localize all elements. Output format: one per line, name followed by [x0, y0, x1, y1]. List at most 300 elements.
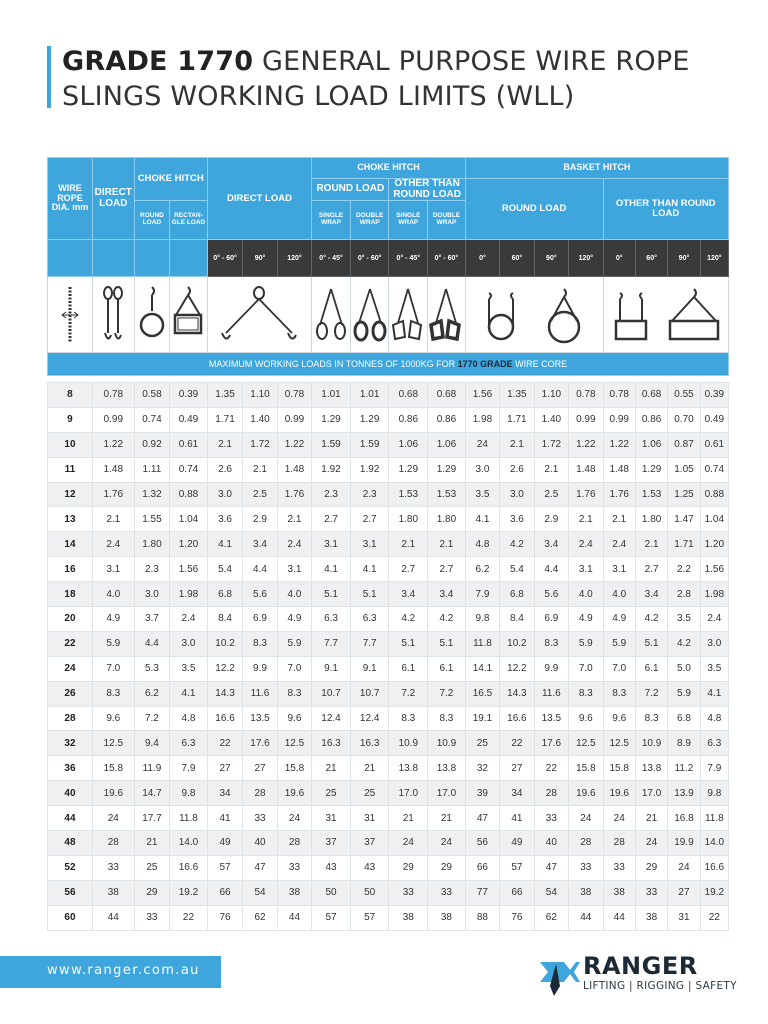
wll-cell: 3.0 — [134, 582, 170, 607]
wll-cell: 2.1 — [500, 432, 534, 457]
wll-cell: 27 — [668, 880, 700, 905]
wll-cell: 0.68 — [635, 383, 667, 408]
table-row — [48, 656, 729, 681]
rope-diameter-cell: 14 — [48, 532, 93, 557]
single-wrap-other-icon — [389, 277, 428, 353]
wll-cell: 2.6 — [500, 457, 534, 482]
angle-header-2: 120° — [277, 240, 311, 277]
wll-cell: 14.0 — [700, 831, 728, 856]
wll-cell: 11.8 — [700, 806, 728, 831]
wll-cell: 21 — [428, 806, 466, 831]
wll-cell: 5.9 — [569, 631, 603, 656]
wll-cell: 7.0 — [603, 656, 635, 681]
wll-cell: 2.1 — [603, 507, 635, 532]
wll-cell: 33 — [277, 855, 311, 880]
wll-cell: 3.4 — [389, 582, 428, 607]
header-choke-round-sub: ROUND LOAD — [134, 201, 170, 240]
wll-cell: 14.7 — [134, 781, 170, 806]
wll-cell: 1.71 — [668, 532, 700, 557]
wll-cell: 3.5 — [465, 482, 499, 507]
wll-cell: 2.8 — [668, 582, 700, 607]
wll-cell: 43 — [312, 855, 351, 880]
wll-cell: 10.9 — [389, 731, 428, 756]
wll-cell: 3.1 — [569, 557, 603, 582]
wll-cell: 34 — [500, 781, 534, 806]
wll-cell: 0.39 — [170, 383, 208, 408]
wll-cell: 1.40 — [534, 407, 568, 432]
wll-cell: 8.3 — [243, 631, 277, 656]
wll-cell: 76 — [500, 905, 534, 930]
wll-cell: 38 — [603, 880, 635, 905]
table-row — [48, 532, 729, 557]
wll-cell: 3.1 — [312, 532, 351, 557]
wll-cell: 4.1 — [465, 507, 499, 532]
wll-cell: 4.9 — [569, 607, 603, 632]
wll-cell: 0.78 — [92, 383, 134, 408]
angle-header-8: 60° — [500, 240, 534, 277]
header-direct-load-group: DIRECT LOAD — [207, 158, 311, 240]
wll-cell: 17.0 — [428, 781, 466, 806]
single-wrap-round-icon-1 — [312, 277, 351, 353]
wire-rope-icon — [48, 277, 93, 353]
wll-cell: 4.2 — [389, 607, 428, 632]
wll-cell: 31 — [350, 806, 389, 831]
wll-cell: 16.3 — [350, 731, 389, 756]
wll-cell: 5.1 — [389, 631, 428, 656]
wll-cell: 1.22 — [277, 432, 311, 457]
wll-cell: 0.61 — [700, 432, 728, 457]
wll-cell: 7.2 — [428, 681, 466, 706]
wll-cell: 2.3 — [350, 482, 389, 507]
wll-cell: 2.7 — [389, 557, 428, 582]
wll-cell: 28 — [569, 831, 603, 856]
wll-cell: 39 — [465, 781, 499, 806]
wll-cell: 33 — [534, 806, 568, 831]
wll-cell: 4.8 — [700, 706, 728, 731]
wll-cell: 1.80 — [389, 507, 428, 532]
wll-cell: 2.1 — [635, 532, 667, 557]
wll-cell: 24 — [92, 806, 134, 831]
wll-cell: 1.29 — [389, 457, 428, 482]
wll-cell: 9.6 — [603, 706, 635, 731]
wll-cell: 54 — [243, 880, 277, 905]
wll-cell: 8.3 — [277, 681, 311, 706]
wll-cell: 1.76 — [92, 482, 134, 507]
wll-cell: 5.0 — [668, 656, 700, 681]
wll-cell: 1.01 — [312, 383, 351, 408]
table-row — [48, 407, 729, 432]
wll-cell: 10.7 — [350, 681, 389, 706]
wll-cell: 0.49 — [170, 407, 208, 432]
wll-cell: 10.9 — [635, 731, 667, 756]
basket-round-load-icons — [465, 277, 603, 353]
wll-cell: 1.80 — [134, 532, 170, 557]
wll-cell: 2.5 — [243, 482, 277, 507]
wll-cell: 49 — [500, 831, 534, 856]
wll-cell: 62 — [243, 905, 277, 930]
wll-cell: 14.3 — [500, 681, 534, 706]
rope-diameter-cell: 52 — [48, 855, 93, 880]
angle-header-3: 0° - 45° — [312, 240, 351, 277]
header-basket-hitch-group: BASKET HITCH — [465, 158, 728, 179]
angle-header-12: 60° — [635, 240, 667, 277]
angle-header-0: 0° - 60° — [207, 240, 243, 277]
table-row — [48, 482, 729, 507]
wll-cell: 21 — [389, 806, 428, 831]
wll-cell: 12.5 — [569, 731, 603, 756]
rope-diameter-cell: 26 — [48, 681, 93, 706]
title-grade: GRADE 1770 — [62, 46, 254, 77]
units-banner: MAXIMUM WORKING LOADS IN TONNES OF 1000KG FOR 1770 GRADE WIRE CORE — [48, 353, 729, 376]
wll-cell: 50 — [350, 880, 389, 905]
double-wrap-other-icon — [428, 277, 466, 353]
wll-cell: 1.53 — [389, 482, 428, 507]
wll-cell: 22 — [500, 731, 534, 756]
wll-cell: 8.3 — [92, 681, 134, 706]
wll-cell: 8.3 — [534, 631, 568, 656]
wll-cell: 13.8 — [635, 756, 667, 781]
wll-cell: 2.4 — [700, 607, 728, 632]
wll-cell: 1.29 — [428, 457, 466, 482]
wll-cell: 19.6 — [277, 781, 311, 806]
wll-cell: 2.7 — [428, 557, 466, 582]
wll-cell: 3.1 — [92, 557, 134, 582]
wll-cell: 0.88 — [170, 482, 208, 507]
wll-cell: 38 — [569, 880, 603, 905]
wll-cell: 5.1 — [350, 582, 389, 607]
wll-cell: 1.04 — [170, 507, 208, 532]
wll-cell: 0.86 — [428, 407, 466, 432]
wll-cell: 25 — [350, 781, 389, 806]
wll-cell: 38 — [277, 880, 311, 905]
wll-cell: 1.72 — [534, 432, 568, 457]
header-double-wrap-2: DOUBLE WRAP — [428, 201, 466, 240]
header-choke-hitch: CHOKE HITCH — [134, 158, 207, 201]
table-row — [48, 432, 729, 457]
wll-cell: 2.4 — [569, 532, 603, 557]
wll-cell: 12.4 — [312, 706, 351, 731]
wll-cell: 1.98 — [170, 582, 208, 607]
wll-cell: 14.3 — [207, 681, 243, 706]
wll-cell: 17.6 — [243, 731, 277, 756]
table-row — [48, 855, 729, 880]
table-row — [48, 781, 729, 806]
wll-cell: 7.0 — [92, 656, 134, 681]
wll-cell: 1.20 — [170, 532, 208, 557]
wll-cell: 13.5 — [243, 706, 277, 731]
wll-cell: 3.0 — [700, 631, 728, 656]
wll-cell: 0.88 — [700, 482, 728, 507]
wll-cell: 14.0 — [170, 831, 208, 856]
wll-cell: 15.8 — [603, 756, 635, 781]
wll-cell: 1.48 — [277, 457, 311, 482]
wll-cell: 8.3 — [635, 706, 667, 731]
wll-cell: 7.0 — [569, 656, 603, 681]
wll-cell: 19.2 — [170, 880, 208, 905]
wll-cell: 9.1 — [350, 656, 389, 681]
title-accent-bar — [47, 46, 51, 108]
angle-header-9: 90° — [534, 240, 568, 277]
wll-cell: 7.9 — [700, 756, 728, 781]
wll-cell: 62 — [534, 905, 568, 930]
wll-cell: 25 — [465, 731, 499, 756]
wll-cell: 0.68 — [389, 383, 428, 408]
wll-cell: 5.1 — [312, 582, 351, 607]
rope-diameter-cell: 32 — [48, 731, 93, 756]
wll-cell: 16.6 — [500, 706, 534, 731]
wll-cell: 6.9 — [534, 607, 568, 632]
wll-cell: 11.2 — [668, 756, 700, 781]
wll-cell: 33 — [389, 880, 428, 905]
wll-cell: 6.1 — [389, 656, 428, 681]
wll-cell: 54 — [534, 880, 568, 905]
wll-cell: 2.7 — [350, 507, 389, 532]
wll-cell: 11.8 — [465, 631, 499, 656]
title-line2: SLINGS WORKING LOAD LIMITS (WLL) — [62, 81, 575, 112]
wll-cell: 17.7 — [134, 806, 170, 831]
wll-cell: 1.56 — [465, 383, 499, 408]
wll-cell: 4.9 — [277, 607, 311, 632]
rope-diameter-cell: 12 — [48, 482, 93, 507]
wll-cell: 0.49 — [700, 407, 728, 432]
wll-cell: 17.6 — [534, 731, 568, 756]
rope-diameter-cell: 28 — [48, 706, 93, 731]
wll-cell: 1.32 — [134, 482, 170, 507]
wll-cell: 13.8 — [428, 756, 466, 781]
wll-cell: 47 — [243, 855, 277, 880]
brand-name: RANGER — [583, 952, 698, 980]
wll-cell: 19.1 — [465, 706, 499, 731]
wll-cell: 31 — [668, 905, 700, 930]
wll-cell: 9.9 — [534, 656, 568, 681]
wll-cell: 1.72 — [243, 432, 277, 457]
wll-cell: 1.06 — [635, 432, 667, 457]
wll-cell: 4.8 — [465, 532, 499, 557]
header-other-than-round-load: OTHER THAN ROUND LOAD — [389, 179, 465, 201]
rope-diameter-cell: 48 — [48, 831, 93, 856]
wll-cell: 1.92 — [312, 457, 351, 482]
header-basket-round-load: ROUND LOAD — [465, 179, 603, 240]
wll-cell: 2.1 — [277, 507, 311, 532]
wll-cell: 27 — [207, 756, 243, 781]
wll-cell: 1.11 — [134, 457, 170, 482]
wll-cell: 16.6 — [700, 855, 728, 880]
wll-cell: 3.0 — [170, 631, 208, 656]
header-direct-load: DIRECT LOAD — [92, 158, 134, 240]
wll-cell: 9.4 — [134, 731, 170, 756]
title-line1: GENERAL PURPOSE WIRE ROPE — [253, 46, 690, 77]
table-row — [48, 507, 729, 532]
wll-cell: 3.0 — [500, 482, 534, 507]
rope-diameter-cell: 56 — [48, 880, 93, 905]
wll-cell: 6.9 — [243, 607, 277, 632]
wll-cell: 4.1 — [170, 681, 208, 706]
header-double-wrap-1: DOUBLE WRAP — [350, 201, 389, 240]
wll-cell: 3.4 — [534, 532, 568, 557]
wll-cell: 9.1 — [312, 656, 351, 681]
wll-cell: 0.99 — [277, 407, 311, 432]
wll-cell: 1.76 — [569, 482, 603, 507]
wll-cell: 33 — [243, 806, 277, 831]
wll-cell: 19.2 — [700, 880, 728, 905]
wll-cell: 41 — [500, 806, 534, 831]
wll-cell: 0.70 — [668, 407, 700, 432]
wll-cell: 7.2 — [389, 681, 428, 706]
header-choke-rect-sub: RECTAN-GLE LOAD — [170, 201, 208, 240]
table-row — [48, 706, 729, 731]
wll-cell: 1.80 — [428, 507, 466, 532]
table-row — [48, 731, 729, 756]
wll-cell: 76 — [207, 905, 243, 930]
wll-cell: 4.1 — [312, 557, 351, 582]
angle-header-13: 90° — [668, 240, 700, 277]
wll-cell: 0.99 — [92, 407, 134, 432]
wll-cell: 43 — [350, 855, 389, 880]
wll-cell: 2.7 — [635, 557, 667, 582]
wll-cell: 0.87 — [668, 432, 700, 457]
wll-cell: 9.9 — [243, 656, 277, 681]
wll-cell: 11.8 — [170, 806, 208, 831]
rope-diameter-cell: 24 — [48, 656, 93, 681]
wll-cell: 29 — [635, 855, 667, 880]
rope-diameter-cell: 18 — [48, 582, 93, 607]
wll-cell: 22 — [170, 905, 208, 930]
wll-cell: 6.3 — [312, 607, 351, 632]
wll-cell: 44 — [92, 905, 134, 930]
wll-cell: 0.55 — [668, 383, 700, 408]
table-row — [48, 756, 729, 781]
wll-cell: 6.3 — [350, 607, 389, 632]
table-row — [48, 880, 729, 905]
wll-cell: 3.5 — [170, 656, 208, 681]
wll-cell: 8.3 — [603, 681, 635, 706]
wll-cell: 3.7 — [134, 607, 170, 632]
angle-row — [48, 240, 729, 277]
wll-cell: 24 — [603, 806, 635, 831]
wll-cell: 1.98 — [465, 407, 499, 432]
wll-cell: 1.05 — [668, 457, 700, 482]
wll-cell: 21 — [134, 831, 170, 856]
wll-cell: 5.9 — [668, 681, 700, 706]
table-row — [48, 905, 729, 930]
wll-cell: 4.2 — [428, 607, 466, 632]
wll-cell: 0.78 — [277, 383, 311, 408]
wll-cell: 5.6 — [243, 582, 277, 607]
wll-cell: 8.3 — [389, 706, 428, 731]
rope-diameter-cell: 11 — [48, 457, 93, 482]
wll-cell: 1.48 — [92, 457, 134, 482]
page-title — [62, 44, 752, 114]
double-wrap-round-icon-1 — [350, 277, 389, 353]
wll-cell: 57 — [350, 905, 389, 930]
wll-cell: 10.9 — [428, 731, 466, 756]
direct-load-sling-icon — [92, 277, 134, 353]
wll-table-body — [48, 383, 729, 931]
wll-cell: 6.8 — [207, 582, 243, 607]
wll-cell: 4.8 — [170, 706, 208, 731]
wll-cell: 3.1 — [277, 557, 311, 582]
wll-cell: 1.06 — [389, 432, 428, 457]
header-single-wrap-1: SINGLE WRAP — [312, 201, 351, 240]
wll-cell: 9.8 — [700, 781, 728, 806]
wll-cell: 2.9 — [243, 507, 277, 532]
wll-cell: 1.10 — [534, 383, 568, 408]
wll-cell: 7.2 — [635, 681, 667, 706]
wll-cell: 2.5 — [534, 482, 568, 507]
wll-cell: 13.8 — [389, 756, 428, 781]
rope-diameter-cell: 9 — [48, 407, 93, 432]
wll-cell: 38 — [92, 880, 134, 905]
wll-cell: 4.2 — [668, 631, 700, 656]
wll-cell: 28 — [243, 781, 277, 806]
wll-cell: 2.4 — [170, 607, 208, 632]
brand-tagline: LIFTING | RIGGING | SAFETY — [583, 980, 737, 992]
wll-cell: 4.9 — [603, 607, 635, 632]
wll-cell: 16.3 — [312, 731, 351, 756]
wll-cell: 4.0 — [92, 582, 134, 607]
wll-cell: 5.1 — [635, 631, 667, 656]
wll-cell: 24 — [465, 432, 499, 457]
wll-cell: 16.6 — [207, 706, 243, 731]
wll-cell: 6.3 — [700, 731, 728, 756]
table-row — [48, 831, 729, 856]
wll-cell: 57 — [207, 855, 243, 880]
wll-cell: 8.3 — [428, 706, 466, 731]
wll-cell: 12.5 — [92, 731, 134, 756]
wll-cell: 33 — [92, 855, 134, 880]
wll-cell: 31 — [312, 806, 351, 831]
wll-cell: 1.59 — [312, 432, 351, 457]
wll-cell: 0.92 — [134, 432, 170, 457]
wll-cell: 6.8 — [668, 706, 700, 731]
wll-cell: 21 — [350, 756, 389, 781]
wll-cell: 4.1 — [207, 532, 243, 557]
wll-cell: 33 — [603, 855, 635, 880]
basket-other-load-icons — [603, 277, 728, 353]
wll-cell: 5.9 — [603, 631, 635, 656]
wll-cell: 4.1 — [350, 557, 389, 582]
wll-cell: 1.29 — [635, 457, 667, 482]
wll-cell: 4.9 — [92, 607, 134, 632]
wll-cell: 28 — [534, 781, 568, 806]
wll-cell: 0.74 — [170, 457, 208, 482]
header-basket-other-than-round-load: OTHER THAN ROUND LOAD — [603, 179, 728, 240]
wll-cell: 16.5 — [465, 681, 499, 706]
website-link[interactable]: www.ranger.com.au — [47, 963, 200, 978]
wll-cell: 5.3 — [134, 656, 170, 681]
wll-cell: 47 — [465, 806, 499, 831]
table-row — [48, 383, 729, 408]
header-choke-hitch-group: CHOKE HITCH — [312, 158, 466, 179]
wll-cell: 0.78 — [603, 383, 635, 408]
wll-cell: 3.4 — [243, 532, 277, 557]
wll-cell: 33 — [569, 855, 603, 880]
wll-cell: 24 — [428, 831, 466, 856]
wll-cell: 9.8 — [170, 781, 208, 806]
wll-cell: 47 — [534, 855, 568, 880]
wll-cell: 25 — [134, 855, 170, 880]
wll-cell: 6.2 — [134, 681, 170, 706]
wll-cell: 5.6 — [534, 582, 568, 607]
wll-cell: 2.4 — [277, 532, 311, 557]
rope-diameter-cell: 40 — [48, 781, 93, 806]
wll-cell: 29 — [428, 855, 466, 880]
wll-cell: 19.6 — [92, 781, 134, 806]
wll-table — [47, 157, 729, 931]
wll-cell: 0.99 — [569, 407, 603, 432]
wll-cell: 77 — [465, 880, 499, 905]
wll-cell: 9.6 — [277, 706, 311, 731]
